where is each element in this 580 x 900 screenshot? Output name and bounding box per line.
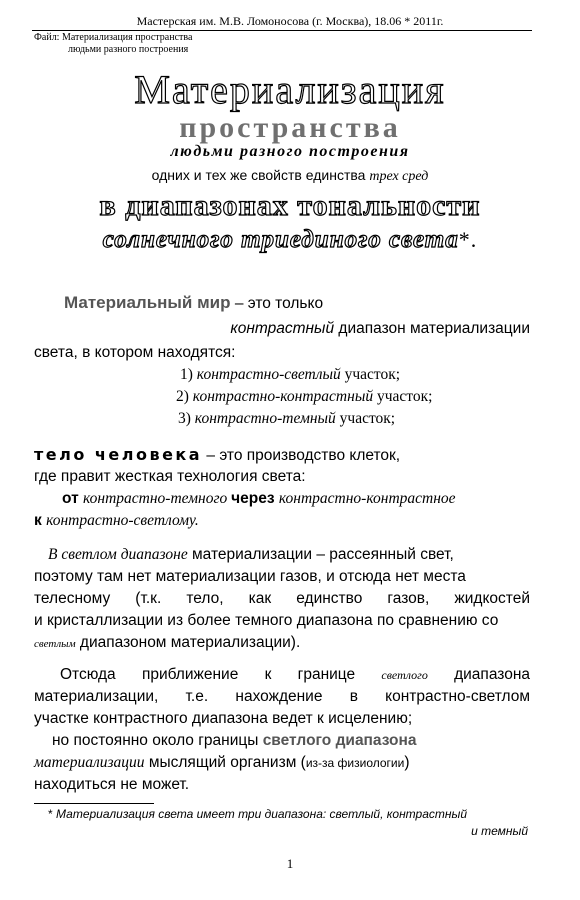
- footnote-text: Материализация света имеет три диапазона: светлый, контрастный: [56, 807, 467, 821]
- para2-from-em: контрастно-темного: [82, 490, 232, 507]
- para1-lead: Материальный мир: [64, 293, 231, 312]
- para4-line2: материализации, т.е. нахождение в контрастно-светлом: [34, 688, 530, 705]
- list-item: [176, 388, 432, 406]
- para2-via: через: [231, 490, 279, 507]
- list-item-em: контрастно-контрастный: [192, 388, 374, 405]
- para2-line3: [34, 488, 530, 510]
- para4-line4: [34, 730, 530, 752]
- file-label-line2: людьми разного построения: [68, 44, 189, 55]
- para1-line2-em: контрастный: [230, 320, 335, 337]
- para2-lead: тело человека: [34, 445, 203, 464]
- title-line6-text: солнечного триединого света: [102, 226, 459, 253]
- para4-line5: [34, 752, 530, 774]
- footnote: [34, 806, 528, 840]
- list-item: [180, 366, 400, 384]
- para1-after-lead: – это только: [230, 295, 324, 312]
- para1-line2: [34, 318, 530, 340]
- title-line6: [0, 226, 580, 254]
- para2-after-lead: – это производство клеток,: [202, 447, 401, 464]
- para2-to: к: [34, 512, 47, 529]
- title-line5: в диапазонах тональности: [99, 189, 481, 222]
- header-rule: [32, 30, 532, 31]
- para3-line1-rest: материализации – рассеянный свет,: [187, 546, 454, 563]
- title-line4-pre: одних и тех же свойств: [151, 167, 306, 183]
- para2-from: от: [62, 490, 83, 507]
- para2-line2: где правит жесткая технология света:: [34, 468, 306, 485]
- para4-line5-post: ): [404, 754, 410, 771]
- para3-line3: телесному (т.к. тело, как единство газов, жидкостей: [34, 590, 530, 607]
- footnote-line2: и темный: [471, 824, 528, 838]
- list-item-num: 2): [176, 388, 193, 405]
- para3-small-em: светлым: [34, 638, 76, 650]
- footnote-marker: *.: [458, 227, 478, 252]
- para2-to-em: контрастно-светлому.: [46, 512, 199, 529]
- list-item-em: контрастно-темный: [194, 410, 336, 427]
- para1-line1: [34, 292, 530, 315]
- para3-em: В светлом диапазоне: [48, 546, 188, 563]
- para4-line1: [34, 664, 530, 686]
- para2-via-em: контрастно-контрастное: [278, 490, 456, 507]
- para4-line1-post: диапазона: [427, 666, 530, 683]
- title-line3: людьми разного построения: [170, 143, 410, 160]
- para4-line5-small: из-за физиологии: [305, 756, 405, 770]
- para4-line4-pre: но постоянно около границы: [52, 732, 263, 749]
- file-label: [34, 32, 192, 56]
- list-item-em: контрастно-светлый: [196, 366, 341, 383]
- title-line4-mid: единства: [305, 167, 370, 183]
- file-label-line1: Файл: Материализация пространства: [34, 32, 193, 43]
- para2-line1: [34, 444, 530, 467]
- para1-line2-rest: диапазон материализации: [334, 320, 530, 337]
- title-line4-em: трех сред: [369, 169, 429, 184]
- title-line2: пространства: [179, 111, 401, 144]
- para3-line5: [34, 632, 530, 655]
- title-line4: [0, 167, 580, 185]
- page-header: Мастерская им. М.В. Ломоносова (г. Москва), 18.06 * 2011г.: [136, 14, 444, 28]
- para3-line2: поэтому там нет материализации газов, и отсюда нет места: [34, 568, 466, 585]
- para4-line6: находиться не может.: [34, 776, 190, 793]
- para4-line3: участке контрастного диапазона ведет к исцелению;: [34, 710, 413, 727]
- footnote-rule: [34, 803, 154, 804]
- para4: [34, 664, 530, 796]
- list-item-rest: участок;: [335, 410, 396, 427]
- list-item-num: 1): [180, 366, 197, 383]
- footnote-mark: *: [48, 807, 57, 821]
- para4-highlight: светлого диапазона: [262, 732, 417, 749]
- para2-line4: [34, 510, 530, 532]
- list-item-num: 3): [178, 410, 195, 427]
- list-item-rest: участок;: [340, 366, 401, 383]
- title-line1: Материализация: [134, 67, 446, 112]
- para4-line5-mid: мыслящий организм (: [144, 754, 306, 771]
- list-item: [178, 410, 395, 428]
- para4-line5-em: материализации: [34, 754, 145, 771]
- para3-line1: [34, 544, 530, 566]
- footnote-line1: [34, 806, 528, 823]
- para3: [34, 544, 530, 655]
- page-number: 1: [286, 856, 294, 871]
- para4-line1-pre: Отсюда приближение к границе: [60, 666, 382, 683]
- para3-line4: и кристаллизации из более темного диапазона по сравнению со: [34, 612, 499, 629]
- para1-line3: света, в котором находятся:: [34, 344, 236, 361]
- para4-small-em: светлого: [381, 668, 428, 682]
- list-item-rest: участок;: [373, 388, 433, 405]
- para3-line5-rest: диапазоном материализации).: [75, 634, 301, 651]
